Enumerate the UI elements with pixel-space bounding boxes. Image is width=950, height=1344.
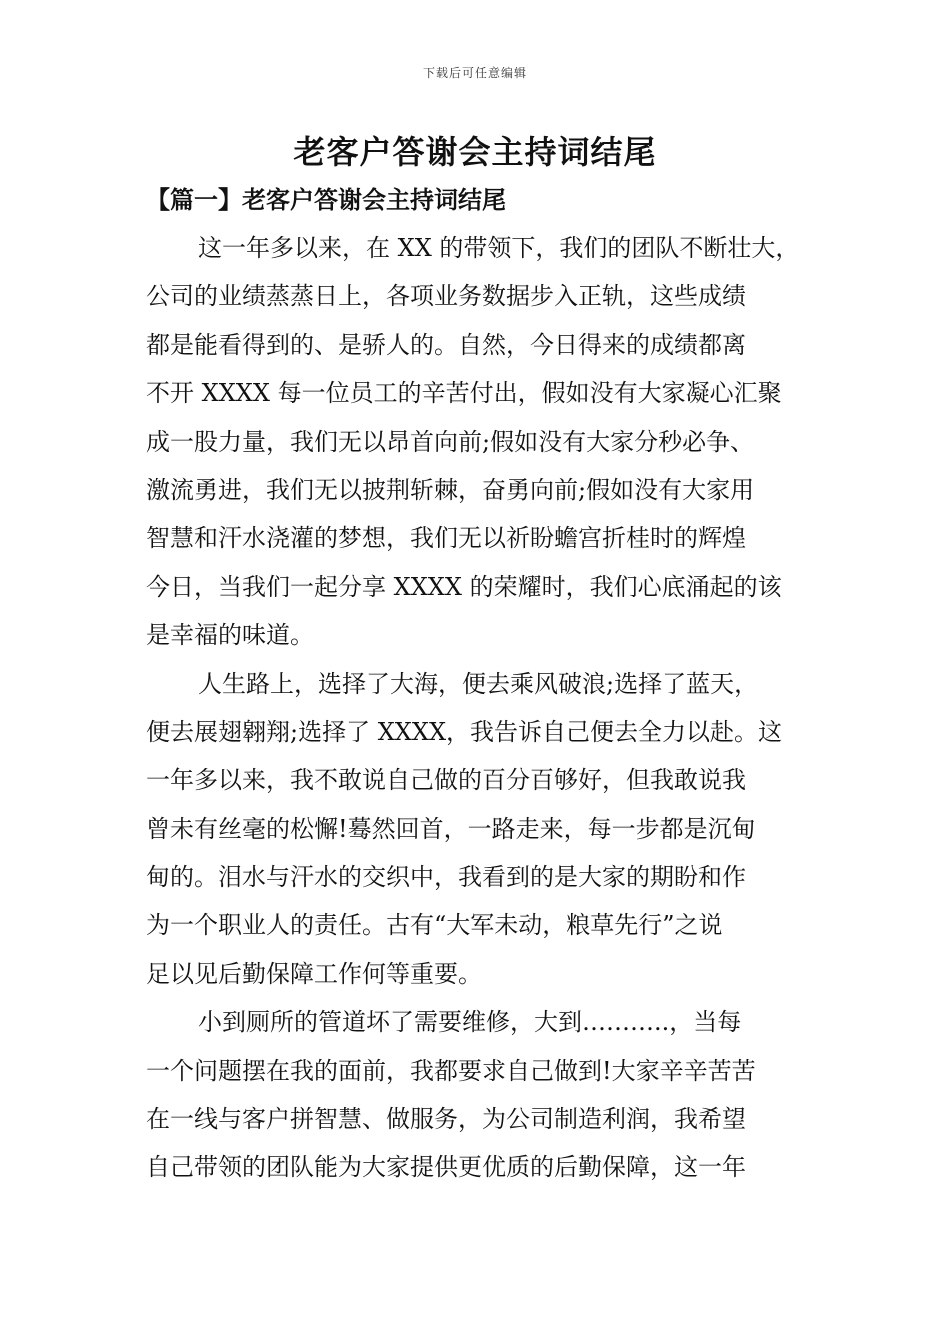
paragraph-1	[146, 224, 806, 660]
text-line: 是幸福的味道。	[146, 621, 314, 650]
paragraph-3	[146, 998, 806, 1192]
text-line: 智慧和汗水浇灌的梦想，我们无以祈盼蟾宫折桂时的辉煌	[146, 524, 746, 553]
text-line: 人生路上，选择了大海，便去乘风破浪;选择了蓝天，	[198, 669, 759, 698]
document-title: 老客户答谢会主持词结尾	[293, 133, 657, 171]
text-line: 激流勇进，我们无以披荆斩棘，奋勇向前;假如没有大家用	[146, 475, 755, 504]
section-heading: 【篇一】老客户答谢会主持词结尾	[146, 185, 506, 214]
text-line: 这一年多以来，在 XX 的带领下，我们的团队不断壮大，	[198, 234, 800, 262]
text-line: 曾未有丝毫的松懈!蓦然回首，一路走来，每一步都是沉甸	[146, 814, 756, 843]
document-body	[146, 224, 806, 1192]
text-line: 自己带领的团队能为大家提供更优质的后勤保障，这一年	[146, 1153, 746, 1182]
text-line: 小到厕所的管道坏了需要维修，大到………..，当每	[198, 1008, 742, 1037]
text-line: 都是能看得到的、是骄人的。自然，今日得来的成绩都离	[146, 330, 746, 359]
text-line: 一个问题摆在我的面前，我都要求自己做到!大家辛辛苦苦	[146, 1056, 756, 1085]
text-line: 为一个职业人的责任。古有“大军未动，粮草先行”之说	[146, 911, 723, 940]
text-line: 今日，当我们一起分享 XXXX 的荣耀时，我们心底涌起的该	[146, 572, 782, 601]
text-line: 不开 XXXX 每一位员工的辛苦付出，假如没有大家凝心汇聚	[146, 379, 782, 408]
header-note: 下载后可任意编辑	[422, 66, 527, 80]
text-line: 公司的业绩蒸蒸日上，各项业务数据步入正轨，这些成绩	[146, 282, 746, 311]
text-line: 在一线与客户拼智慧、做服务，为公司制造利润，我希望	[146, 1105, 746, 1134]
text-line: 甸的。泪水与汗水的交织中，我看到的是大家的期盼和作	[146, 863, 746, 892]
paragraph-2	[146, 660, 806, 999]
text-line: 便去展翅翱翔;选择了 XXXX，我告诉自己便去全力以赴。这	[146, 717, 783, 746]
text-line: 一年多以来，我不敢说自己做的百分百够好，但我敢说我	[146, 766, 746, 795]
text-line: 成一股力量，我们无以昂首向前;假如没有大家分秒必争、	[146, 427, 755, 456]
text-line: 足以见后勤保障工作何等重要。	[146, 959, 482, 988]
